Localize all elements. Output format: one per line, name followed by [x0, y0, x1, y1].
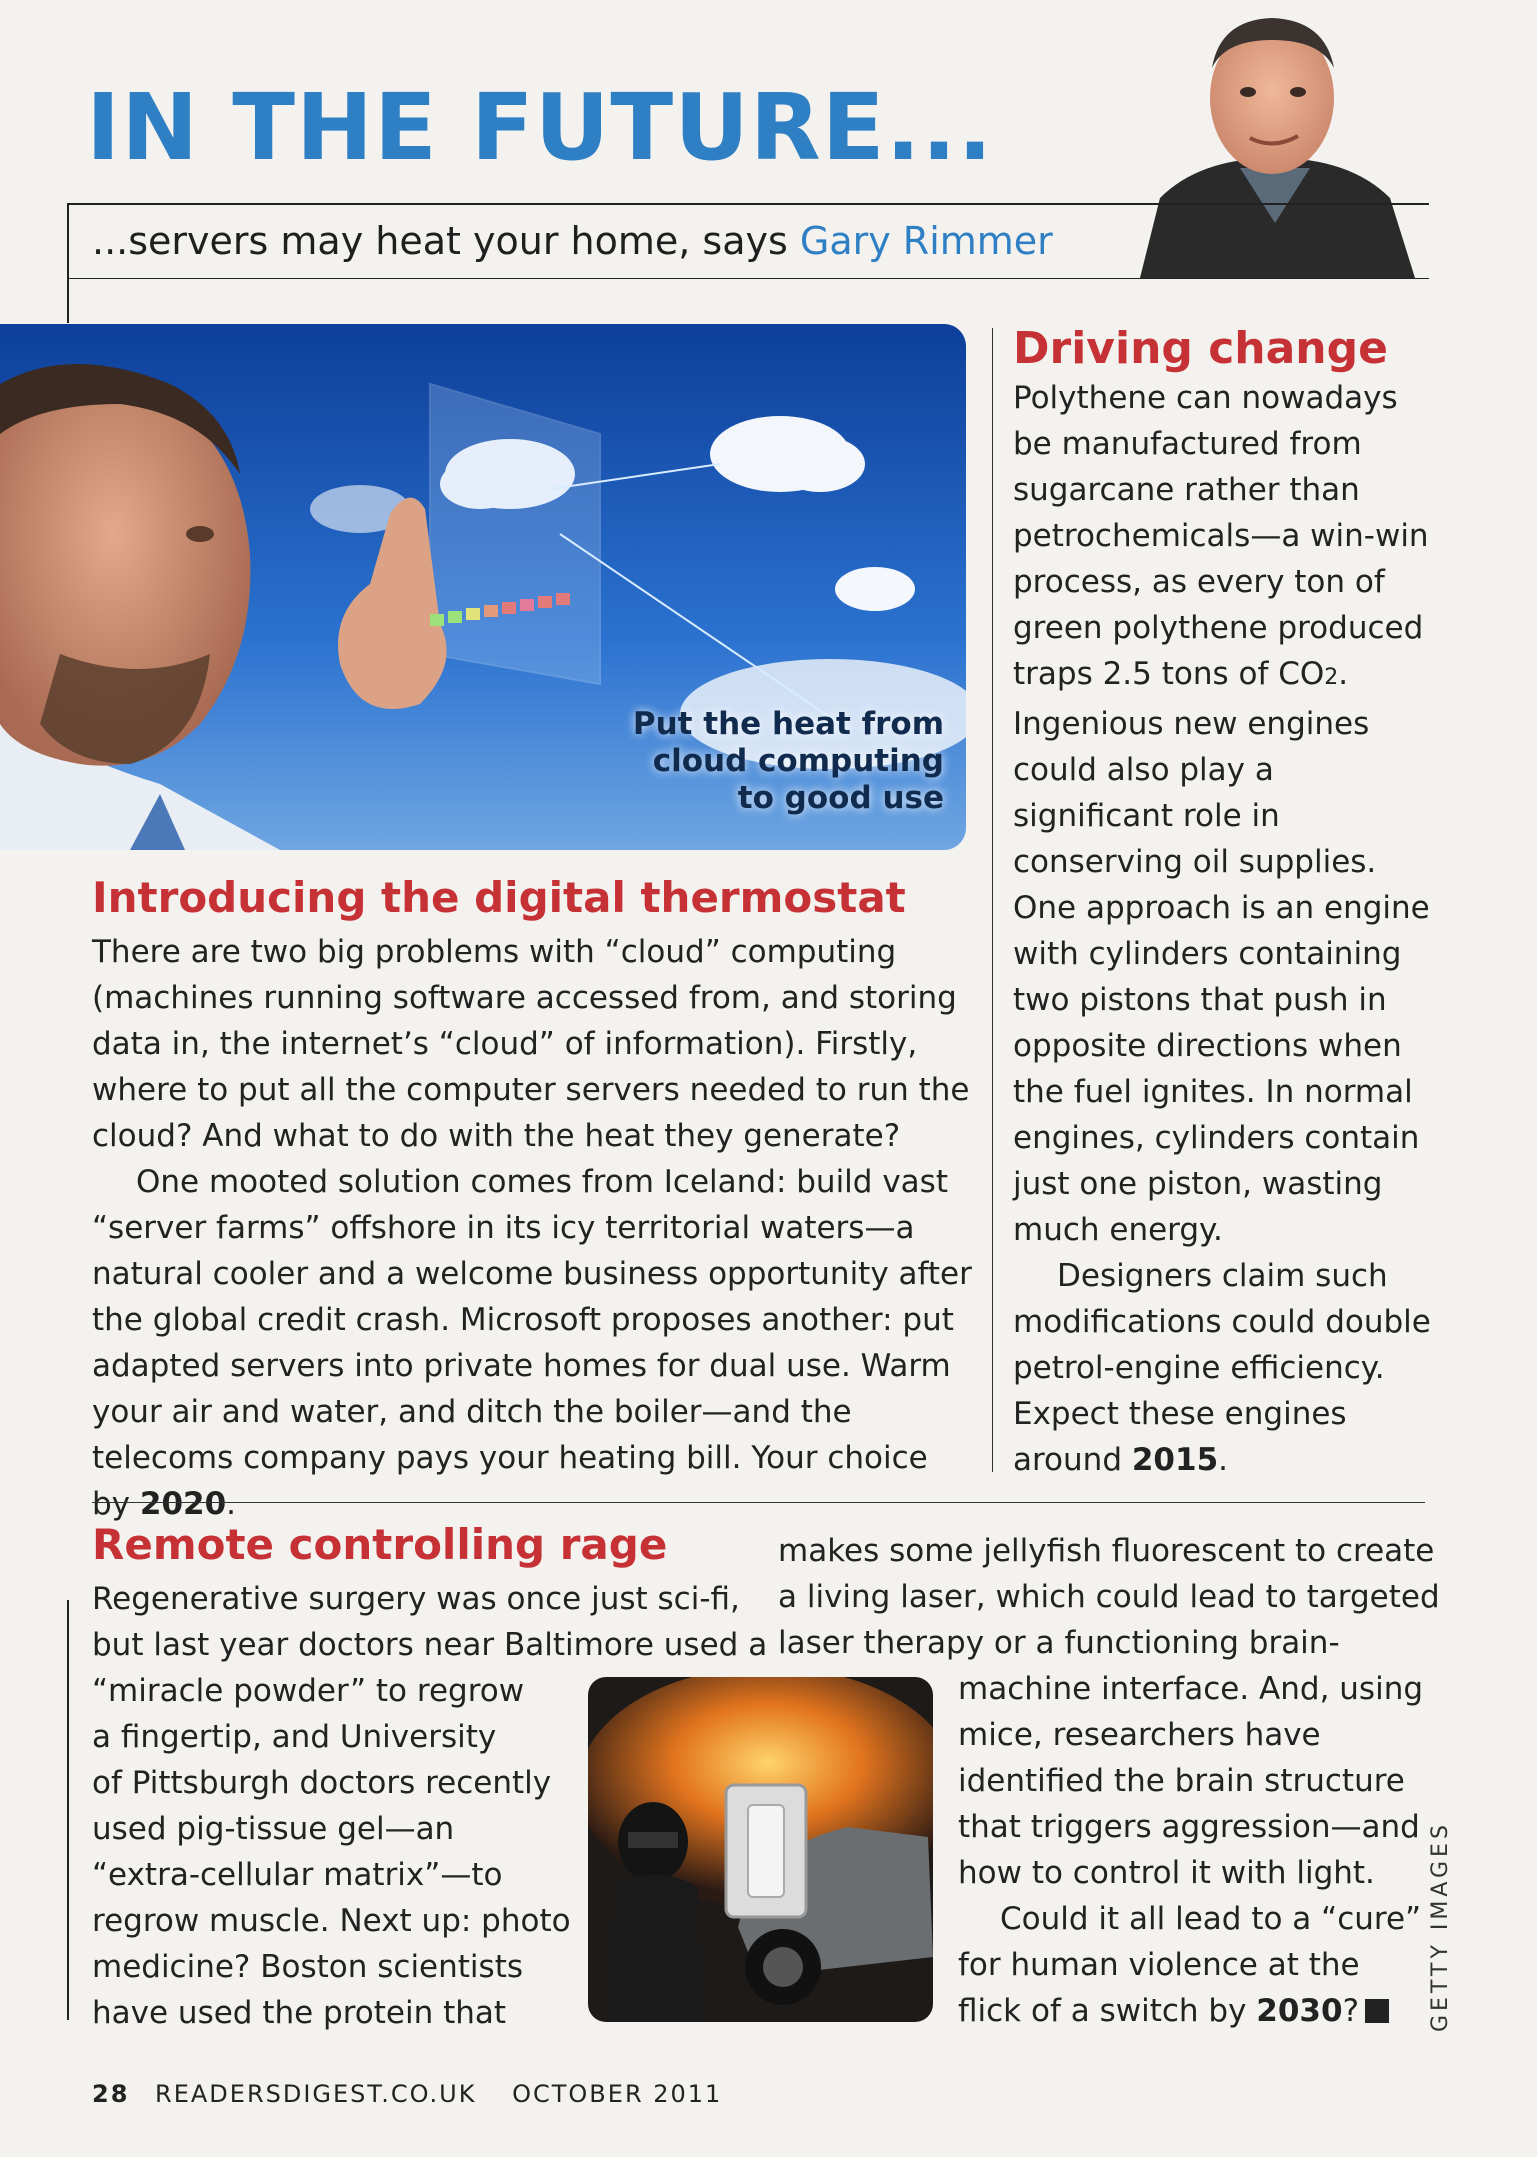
- rage-line: “extra-cellular matrix”—to: [92, 1857, 503, 1893]
- thermostat-heading: Introducing the digital thermostat: [92, 873, 906, 922]
- thermostat-end: .: [226, 1486, 237, 1522]
- rage-last-text: flick of a switch by: [958, 1993, 1257, 2029]
- driving-para-2: [1013, 1253, 1433, 1483]
- subtitle: [92, 219, 1053, 263]
- thermostat-para-2: [92, 1159, 972, 1527]
- photo-credit: GETTY IMAGES: [1428, 1821, 1453, 2032]
- rage-year: 2030: [1256, 1993, 1343, 2029]
- rage-end: ?: [1342, 1993, 1360, 2029]
- thermostat-body: [92, 929, 972, 1527]
- rage-line: identified the brain structure: [958, 1763, 1405, 1799]
- rage-column-2-bottom: [958, 1666, 1423, 2034]
- driving-para-1-text: Polythene can nowadays be manufactured from sugarcane rather than petrochemicals—a win-win process, as every ton of green polythene produced traps 2.5 tons of CO: [1013, 380, 1429, 692]
- rage-line: laser therapy or a functioning brain-: [778, 1625, 1340, 1661]
- left-rule: [67, 277, 69, 323]
- rage-line: regrow muscle. Next up: photo: [92, 1903, 571, 1939]
- end-mark-icon: [1365, 1999, 1389, 2023]
- rage-line: of Pittsburgh doctors recently: [92, 1765, 552, 1801]
- rage-line: mice, researchers have: [958, 1717, 1321, 1753]
- subtitle-text: ...servers may heat your home, says: [92, 219, 800, 263]
- page-number: 28: [92, 2080, 130, 2108]
- author-name: Gary Rimmer: [799, 219, 1053, 263]
- page-footer: [92, 2080, 722, 2108]
- driving-end: .: [1218, 1442, 1228, 1478]
- rage-line: medicine? Boston scientists: [92, 1949, 524, 1985]
- driving-body: [1013, 375, 1433, 1483]
- rage-line: used pig-tissue gel—an: [92, 1811, 455, 1847]
- thermostat-year: 2020: [139, 1486, 227, 1522]
- rage-line: machine interface. And, using: [958, 1671, 1424, 1707]
- riot-switch-image: [588, 1677, 933, 2022]
- driving-year: 2015: [1131, 1442, 1219, 1478]
- caption-line: to good use: [737, 780, 944, 816]
- rage-line: have used the protein that: [92, 1995, 507, 2031]
- rage-line: for human violence at the: [958, 1947, 1360, 1983]
- rage-last-line: [958, 1988, 1423, 2034]
- rage-line: makes some jellyfish fluorescent to create: [778, 1533, 1435, 1569]
- rage-line: a living laser, which could lead to targeted: [778, 1579, 1440, 1615]
- driving-para-1b-text: . Ingenious new engines could also play a significant role in conserving oil supplies. One approach is an engine with cylinders containing two pistons that push in opposite directions when the fuel ignites. In normal engines, cylinders contain just one piston, wasting much energy.: [1013, 656, 1430, 1248]
- footer-date: OCTOBER 2011: [512, 2080, 723, 2108]
- thermostat-para-2-text: One mooted solution comes from Iceland: build vast “server farms” offshore in its icy territorial waters—a natural cooler and a welcome business opportunity after the global credit crash. Microsoft proposes another: put adapted servers into private homes for dual use. Warm your air and water, and ditch the boiler—and the telecoms company pays your heating bill. Your choice by: [92, 1164, 972, 1522]
- driving-para-1: [1013, 375, 1433, 1253]
- page-title: IN THE FUTURE...: [86, 74, 994, 181]
- rage-line: a fingertip, and University: [92, 1719, 497, 1755]
- left-rule-bottom: [67, 1600, 69, 2020]
- rage-line: Could it all lead to a “cure”: [1000, 1901, 1422, 1937]
- section-rule: [92, 1502, 1425, 1503]
- rage-column-2-top: [778, 1528, 1440, 1666]
- rage-line: Regenerative surgery was once just sci-fi,: [92, 1581, 740, 1617]
- driving-para-2-text: Designers claim such modifications could double petrol-engine efficiency. Expect these engines around: [1013, 1258, 1431, 1478]
- co2-subscript: 2: [1324, 665, 1339, 690]
- rage-line: “miracle powder” to regrow: [92, 1673, 525, 1709]
- hero-image: [0, 324, 966, 850]
- column-rule: [992, 328, 993, 1472]
- footer-site: READERSDIGEST.CO.UK: [155, 2080, 477, 2108]
- rage-heading: Remote controlling rage: [92, 1520, 668, 1569]
- riot-illustration: [588, 1677, 933, 2022]
- caption-line: cloud computing: [652, 743, 944, 779]
- rage-line: how to control it with light.: [958, 1855, 1375, 1891]
- caption-line: Put the heat from: [632, 706, 944, 742]
- rage-line: that triggers aggression—and: [958, 1809, 1420, 1845]
- driving-heading: Driving change: [1013, 323, 1388, 374]
- thermostat-para-1: There are two big problems with “cloud” computing (machines running software accessed from, and storing data in, the internet’s “cloud” of information). Firstly, where to put all the computer servers needed to run the cloud? And what to do with the heat they generate?: [92, 934, 970, 1154]
- hero-caption: [633, 706, 944, 817]
- rage-line: but last year doctors near Baltimore used a: [92, 1627, 768, 1663]
